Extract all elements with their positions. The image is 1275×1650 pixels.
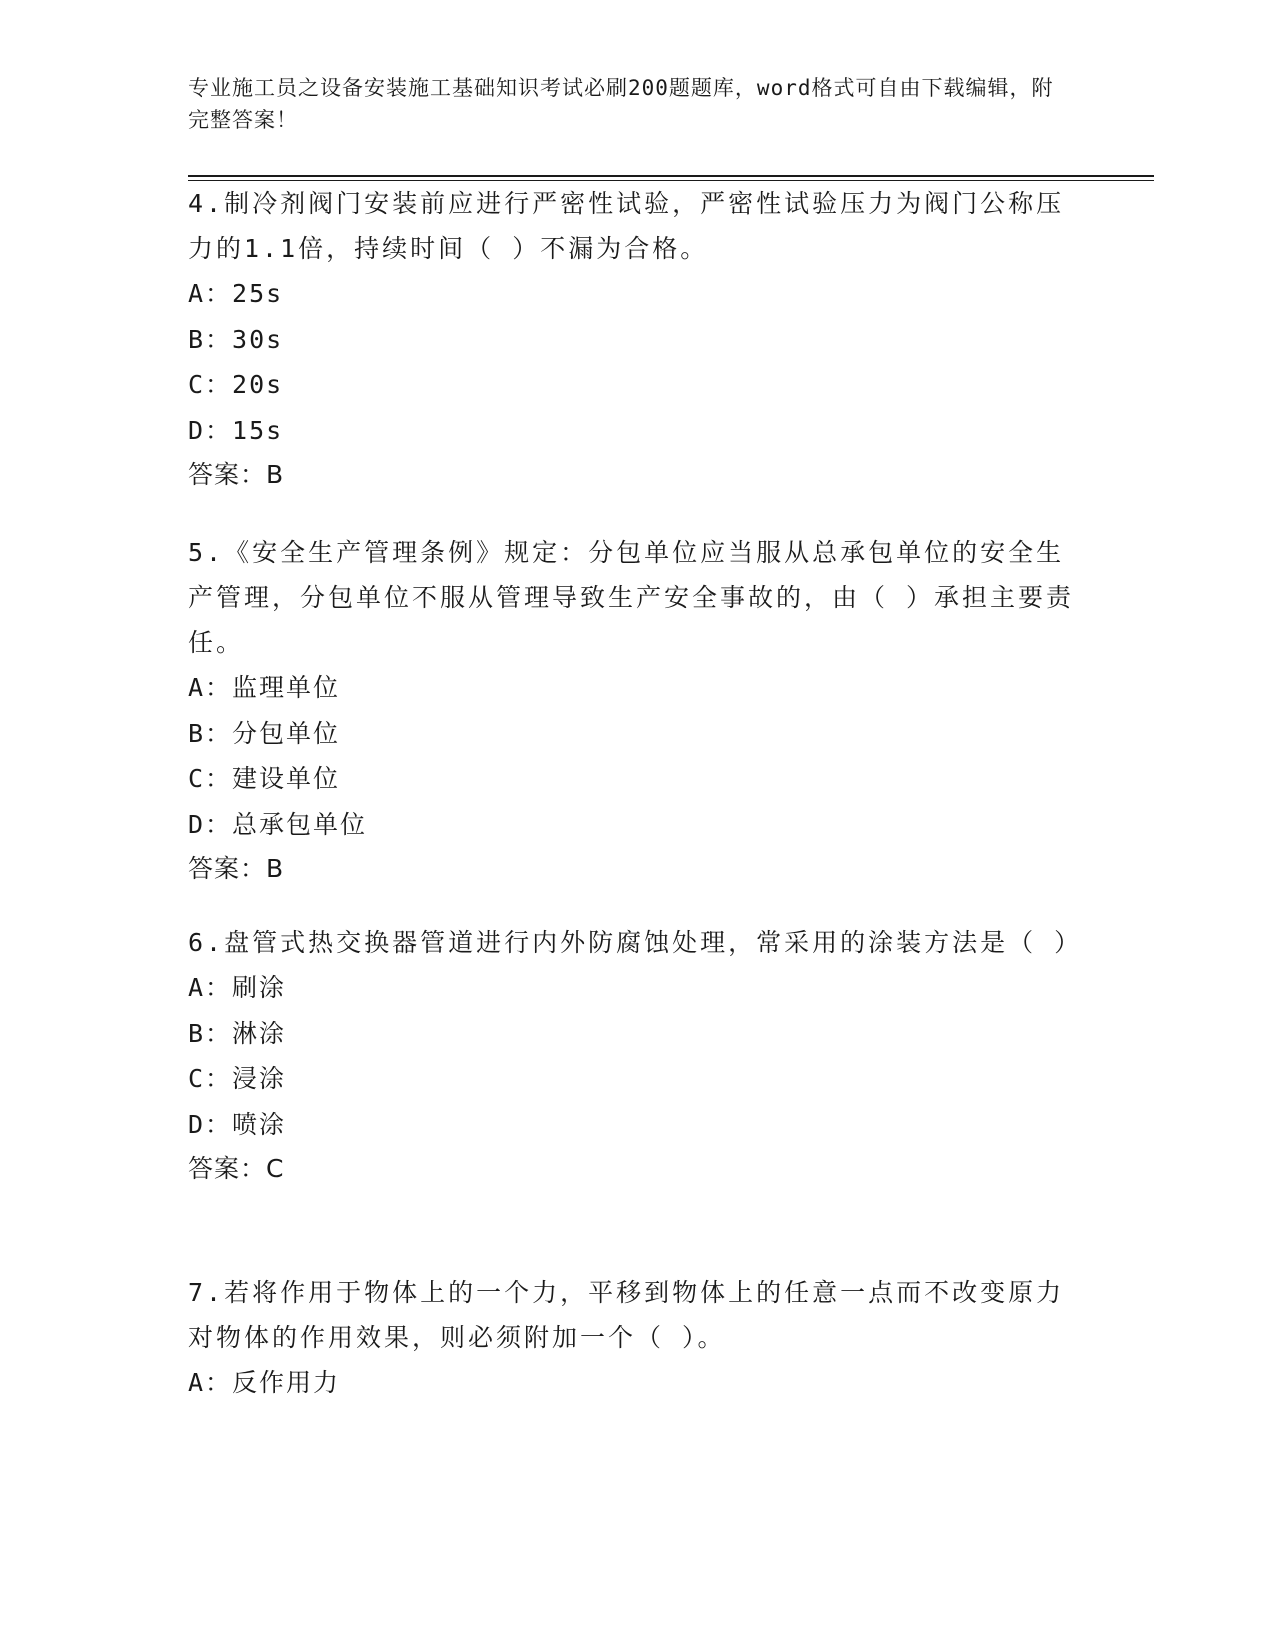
answer-label: 答案：B xyxy=(188,854,285,883)
option-d: D：喷涂 xyxy=(188,1109,287,1139)
option-a: A：25s xyxy=(188,279,284,308)
question-stem: 4.制冷剂阀门安装前应进行严密性试验，严密性试验压力为阀门公称压力的1.1倍，持续时间（ ）不漏为合格。 xyxy=(188,189,1065,263)
question-7 xyxy=(188,1270,1088,1406)
question-5 xyxy=(188,530,1088,891)
answer-label: 答案：C xyxy=(188,1154,285,1183)
question-stem: 5.《安全生产管理条例》规定：分包单位应当服从总承包单位的安全生产管理，分包单位不服从管理导致生产安全事故的，由（ ）承担主要责任。 xyxy=(188,538,1075,657)
answer-label: 答案：B xyxy=(188,460,285,489)
option-b: B：30s xyxy=(188,324,284,354)
question-6 xyxy=(188,920,1088,1191)
option-d: D：总承包单位 xyxy=(188,809,368,839)
question-stem: 7.若将作用于物体上的一个力，平移到物体上的任意一点而不改变原力对物体的作用效果，则必须附加一个（ ）。 xyxy=(188,1278,1065,1352)
question-4 xyxy=(188,181,1088,497)
header-divider xyxy=(188,175,1154,177)
option-d: D：15s xyxy=(188,415,284,445)
option-a: A：刷涂 xyxy=(188,973,287,1002)
option-b: B：分包单位 xyxy=(188,718,341,748)
option-c: C：建设单位 xyxy=(188,764,341,793)
option-b: B：淋涂 xyxy=(188,1018,287,1048)
option-c: C：20s xyxy=(188,370,284,399)
option-a: A：监理单位 xyxy=(188,673,341,702)
question-stem: 6.盘管式热交换器管道进行内外防腐蚀处理，常采用的涂装方法是（ ） xyxy=(188,928,1083,957)
document-header: 专业施工员之设备安装施工基础知识考试必刷200题题库，word格式可自由下载编辑，附完整答案！ xyxy=(188,76,1054,132)
option-c: C：浸涂 xyxy=(188,1064,287,1093)
option-a: A：反作用力 xyxy=(188,1368,341,1397)
